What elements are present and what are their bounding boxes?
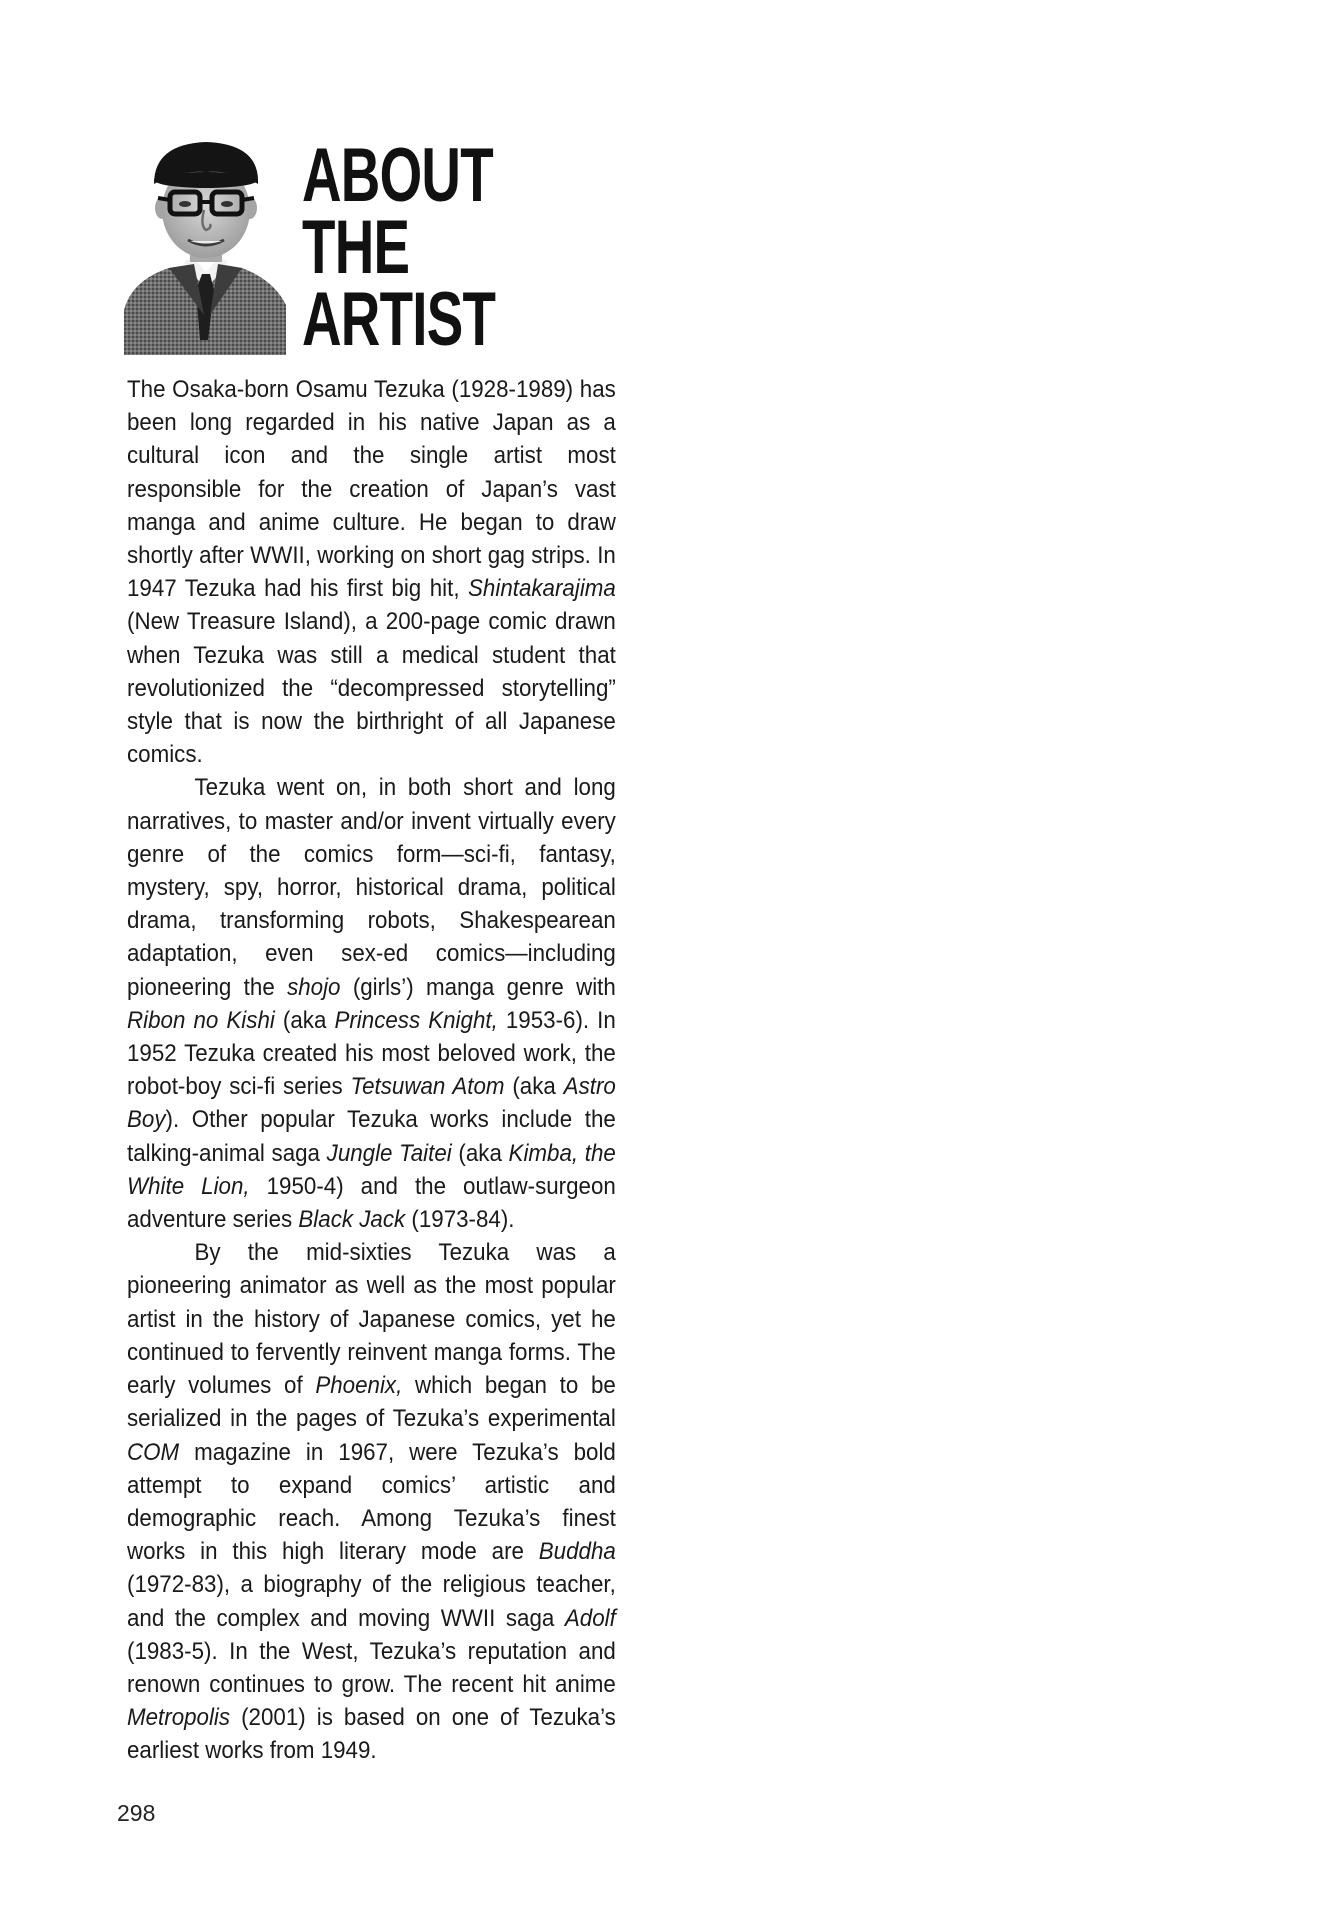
italic-title: Jungle Taitei [326, 1139, 452, 1167]
portrait-photo [124, 140, 286, 355]
italic-title: Astro Boy [127, 1073, 616, 1134]
title-line-1: ABOUT THE [302, 133, 493, 290]
italic-title: Tetsuwan Atom [350, 1073, 505, 1101]
text-run: (aka [274, 1006, 335, 1034]
text-run: magazine in 1967, were Tezuka’s bold attempt to expand comics’ artistic and demographic reach. Among Tezuka’s finest works in this high literary mode are [127, 1438, 616, 1566]
artist-portrait [124, 140, 286, 355]
italic-title: Phoenix, [315, 1372, 403, 1400]
text-run: (aka [504, 1073, 564, 1101]
text-run: (New Treasure Island), a 200-page comic drawn when Tezuka was still a medical student that revolutionized the “decompressed storytelling” style that is now the birthright of all Japanese comics. [127, 608, 616, 769]
page-number: 298 [117, 1800, 156, 1826]
italic-title: Shintakarajima [468, 575, 616, 603]
italic-title: Kimba, the White Lion, [127, 1139, 616, 1200]
italic-title: Black Jack [298, 1206, 406, 1234]
italic-title: Adolf [564, 1604, 616, 1632]
title-line-2: ARTIST [302, 277, 496, 362]
biography-text [127, 373, 616, 1768]
text-run: 1950-4) and the outlaw-surgeon adventure series [127, 1172, 616, 1234]
text-run: (1973-84). [405, 1206, 515, 1234]
italic-title: Ribon no Kishi [127, 1006, 275, 1034]
text-run: (2001) is based on one of Tezuka’s earliest works from 1949. [127, 1704, 616, 1765]
italic-title: shojo [287, 973, 341, 1001]
text-run: (1972-83), a biography of the religious teacher, and the complex and moving WWII saga [127, 1571, 616, 1632]
text-run: which began to be serialized in the pages of Tezuka’s experimental [127, 1372, 616, 1433]
biography-paragraph-3 [127, 1236, 616, 1767]
text-run: (girls’) manga genre with [340, 973, 616, 1001]
biography-paragraph-1 [127, 373, 616, 771]
italic-title: Buddha [538, 1538, 616, 1566]
text-run: (aka [451, 1139, 509, 1167]
italic-title: Metropolis [127, 1704, 231, 1732]
text-run: ). Other popular Tezuka works include the talking-animal saga [127, 1106, 616, 1167]
italic-title: Princess Knight, [334, 1006, 498, 1034]
text-run: The Osaka-born Osamu Tezuka (1928-1989) has been long regarded in his native Japan as a cultural icon and the single artist most responsible for the creation of Japan’s vast manga and anime culture. He began to draw shortly after WWII, working on short gag strips. In 1947 Tezuka had his first big hit, [127, 376, 616, 603]
text-run: 1953-6). In 1952 Tezuka created his most beloved work, the robot-boy sci-fi series [127, 1006, 616, 1101]
text-run: (1983-5). In the West, Tezuka’s reputation and renown continues to grow. The recent hit anime [127, 1637, 616, 1698]
text-run: Tezuka went on, in both short and long narratives, to master and/or invent virtually every genre of the comics form—sci-fi, fantasy, mystery, spy, horror, historical drama, political drama, transforming robots, Shakespearean adaptation, even sex-ed comics—including pioneering the [127, 774, 616, 1001]
italic-title: COM [127, 1438, 180, 1466]
biography-paragraph-2 [127, 771, 616, 1236]
text-run: By the mid-sixties Tezuka was a pioneering animator as well as the most popular artist in the history of Japanese comics, yet he continued to fervently reinvent manga forms. The early volumes of [127, 1239, 616, 1400]
page-title [302, 133, 604, 362]
